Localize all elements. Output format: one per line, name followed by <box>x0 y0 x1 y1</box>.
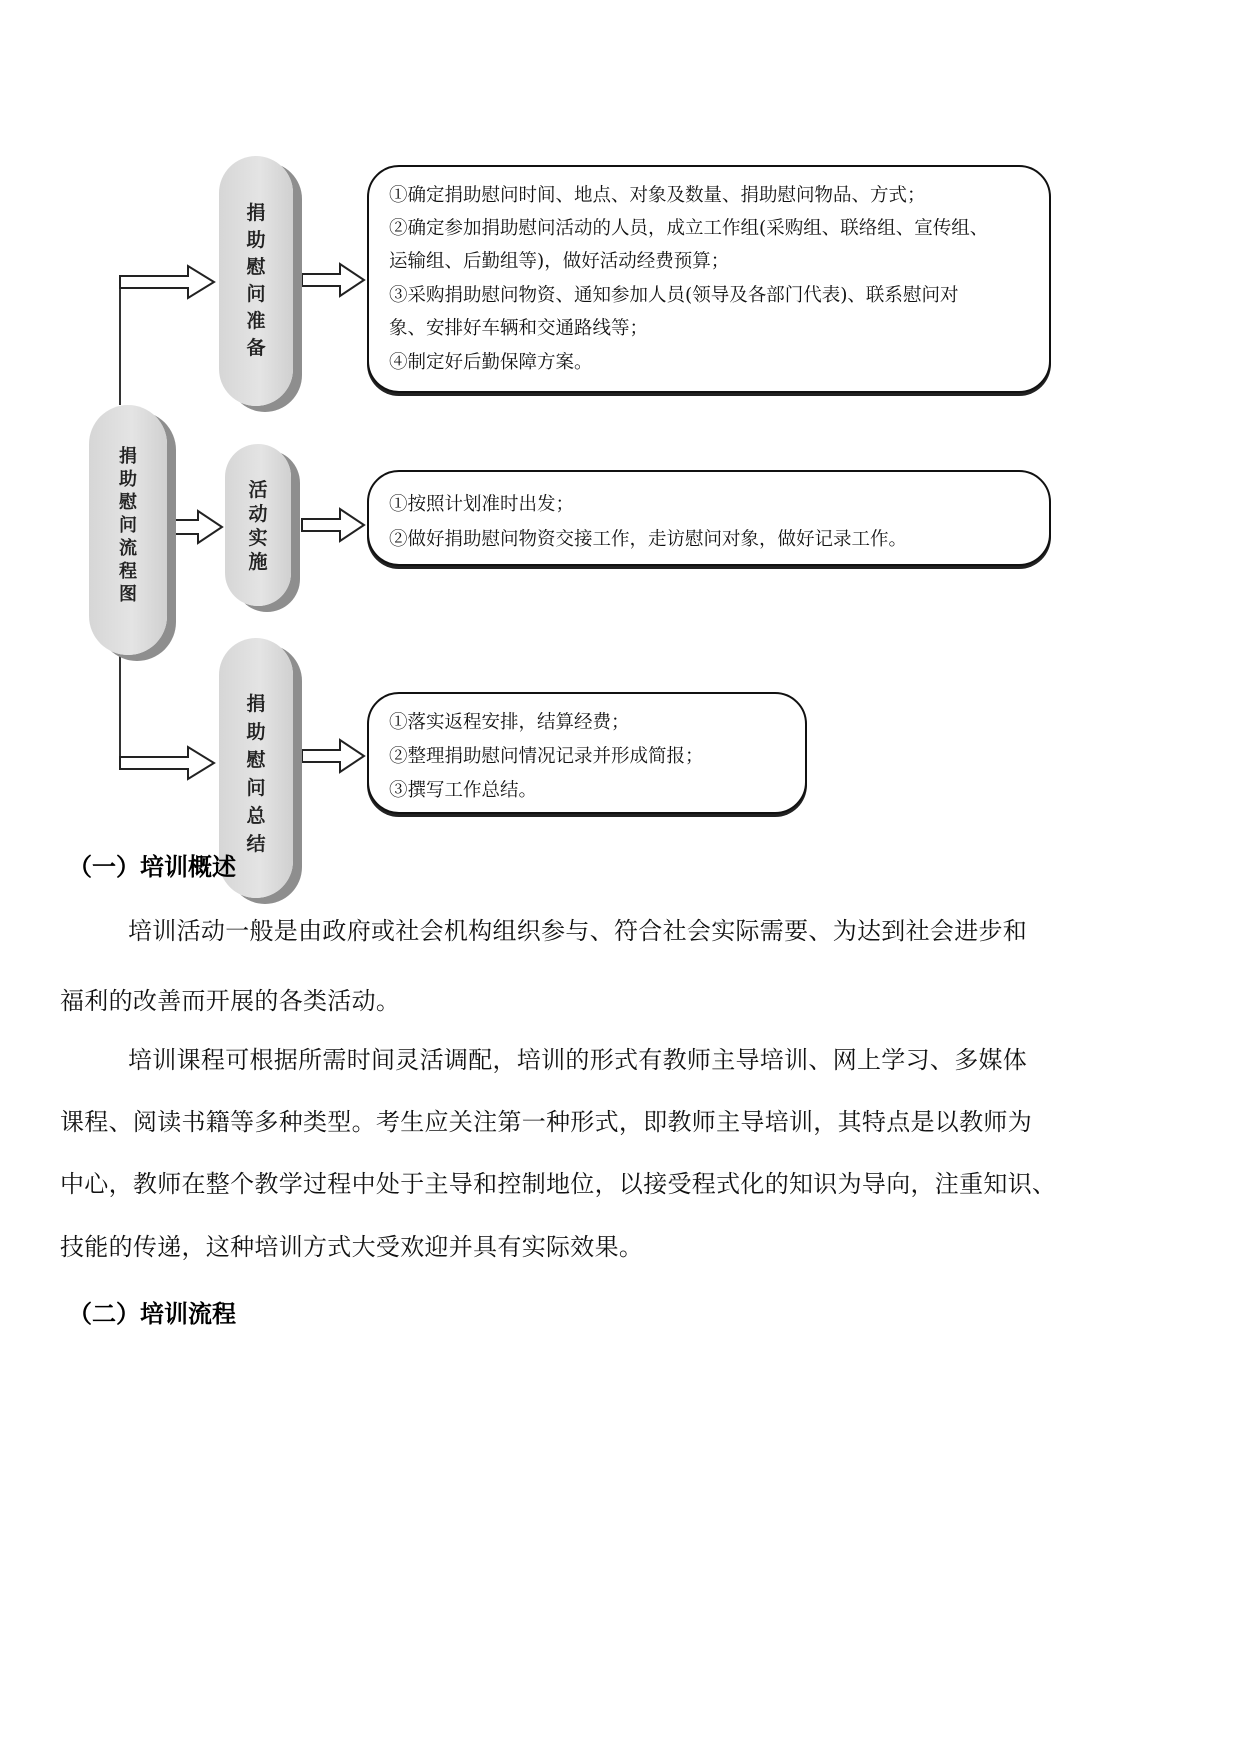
arrow-to-stage-3 <box>120 747 214 779</box>
arrow-to-box-1 <box>302 264 364 296</box>
paragraph-line: 课程、阅读书籍等多种类型。考生应关注第一种形式，即教师主导培训，其特点是以教师为 <box>60 1108 1032 1136</box>
box-line: ①确定捐助慰问时间、地点、对象及数量、捐助慰问物品、方式； <box>389 185 926 206</box>
section-heading-training-process: （二）培训流程 <box>68 1300 236 1328</box>
section-heading-training-overview: （一）培训概述 <box>68 853 236 881</box>
box-line: ④制定好后勤保障方案。 <box>389 352 593 373</box>
stage-box-implement <box>367 470 1051 566</box>
box-line: ③撰写工作总结。 <box>389 780 538 801</box>
paragraph-line: 培训课程可根据所需时间灵活调配，培训的形式有教师主导培训、网上学习、多媒体 <box>128 1046 1028 1074</box>
box-line: ②确定参加捐助慰问活动的人员，成立工作组(采购组、联络组、宣传组、 <box>389 218 989 239</box>
paragraph-line: 技能的传递，这种培训方式大受欢迎并具有实际效果。 <box>60 1233 644 1261</box>
arrow-to-box-3 <box>302 740 364 772</box>
box-line: ③采购捐助慰问物资、通知参加人员(领导及各部门代表)、联系慰问对 <box>389 285 959 306</box>
box-line: 运输组、后勤组等)，做好活动经费预算； <box>389 251 730 272</box>
stage-label-summary: 捐助慰问总结 <box>246 693 266 855</box>
stage-label-implement: 活动实施 <box>248 479 268 573</box>
arrow-to-box-2 <box>302 509 364 541</box>
stage-label-prepare: 捐助慰问准备 <box>246 202 266 359</box>
donation-flowchart <box>0 0 1241 855</box>
box-line: ①按照计划准时出发； <box>389 494 575 515</box>
box-line: ①落实返程安排，结算经费； <box>389 712 630 733</box>
arrow-to-stage-2 <box>172 511 222 543</box>
stage-pill-prepare <box>219 156 293 406</box>
paragraph-line: 中心，教师在整个教学过程中处于主导和控制地位，以接受程式化的知识为导向，注重知识、 <box>60 1170 1057 1198</box>
box-line: 象、安排好车辆和交通路线等； <box>389 318 649 339</box>
root-pill-label: 捐助慰问流程图 <box>119 446 137 605</box>
arrow-to-stage-1 <box>120 266 214 298</box>
paragraph-line: 福利的改善而开展的各类活动。 <box>60 987 401 1015</box>
stage-pill-implement <box>225 444 291 606</box>
stage-box-prepare <box>367 165 1051 393</box>
stage-pill-summary-clip <box>210 630 310 855</box>
paragraph-line: 培训活动一般是由政府或社会机构组织参与、符合社会实际需要、为达到社会进步和 <box>128 917 1028 945</box>
stage-box-summary <box>367 692 807 814</box>
box-line: ②整理捐助慰问情况记录并形成简报； <box>389 746 704 767</box>
box-line: ②做好捐助慰问物资交接工作，走访慰问对象，做好记录工作。 <box>389 529 908 550</box>
root-pill <box>89 405 167 655</box>
